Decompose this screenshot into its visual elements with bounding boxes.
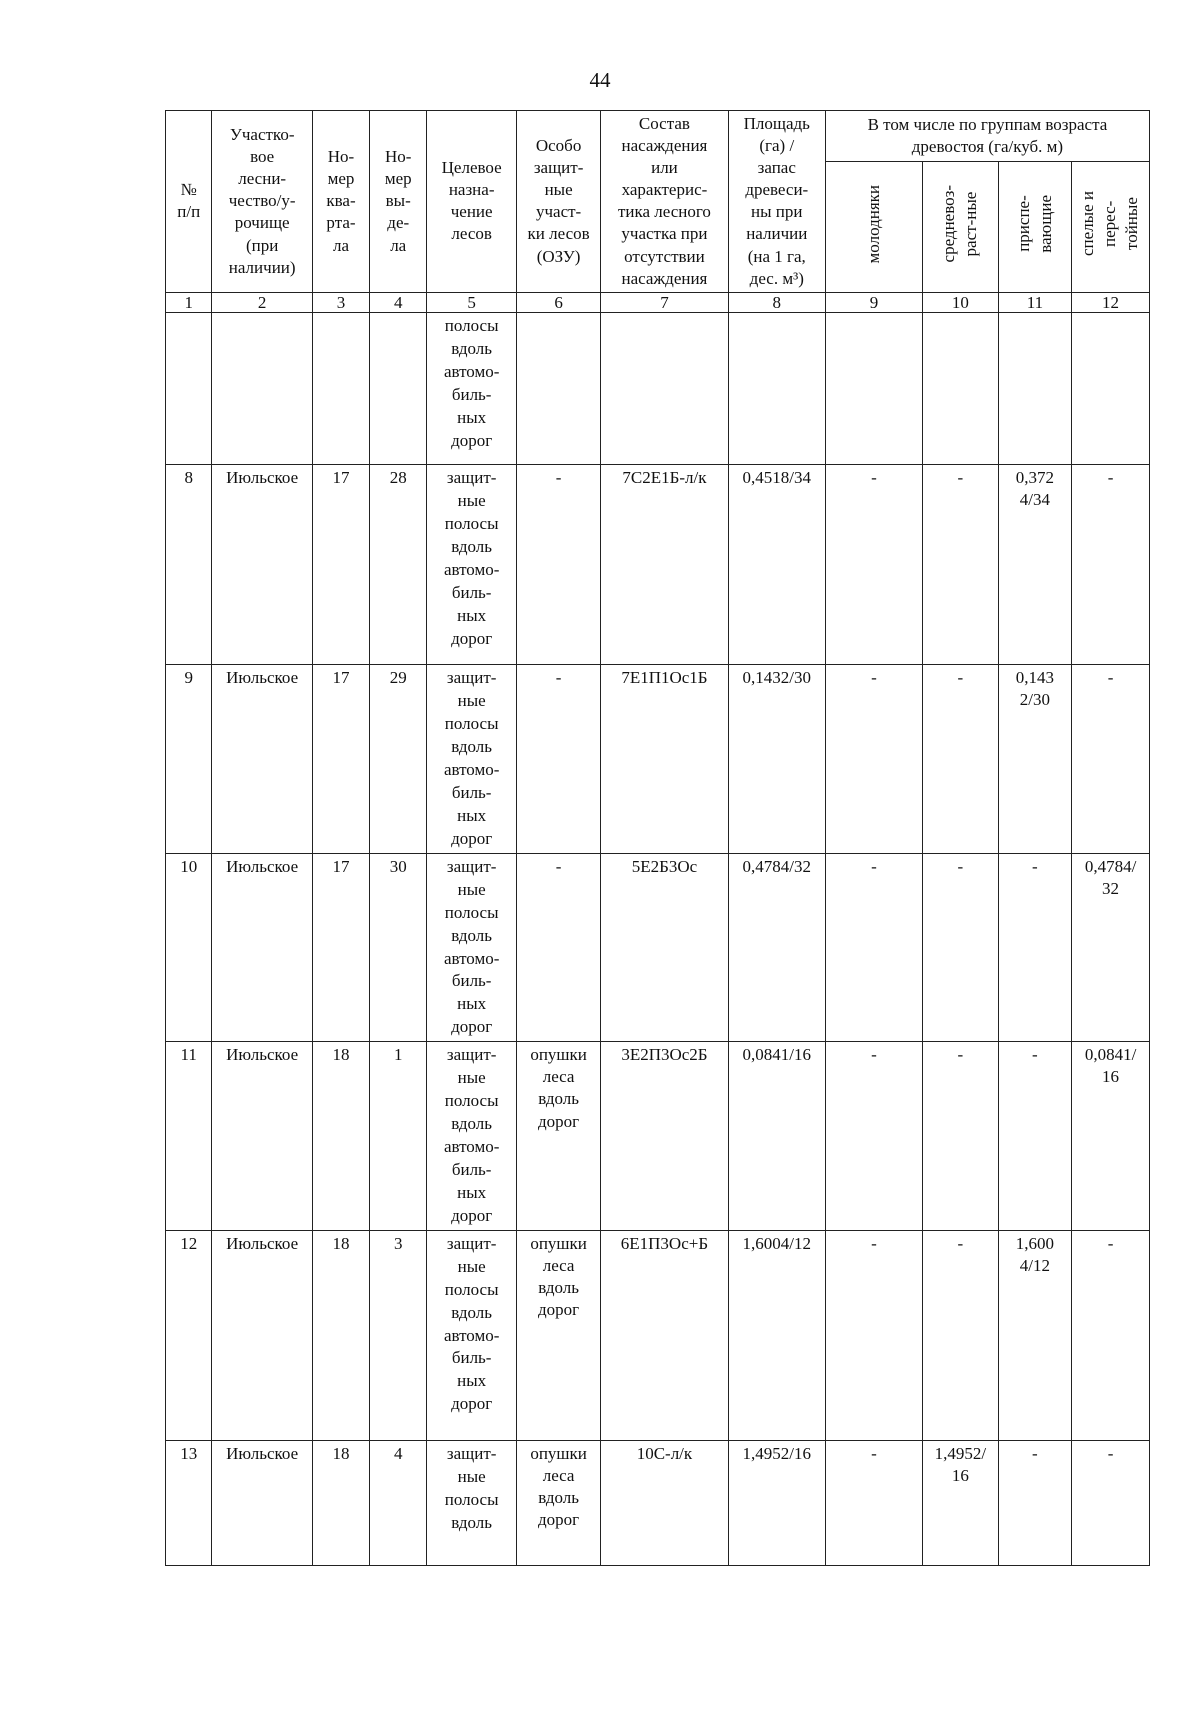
middle-aged-cell: - <box>923 665 999 854</box>
row-number: 10 <box>166 853 212 1042</box>
header-age-groups: В том числе по группам возраста древостоя (га/куб. м) <box>825 111 1149 162</box>
quarter-cell: 18 <box>312 1042 369 1231</box>
protected-area-cell: опушки леса вдоль дорог <box>516 1230 600 1440</box>
middle-aged-cell: - <box>923 853 999 1042</box>
header-area-volume: Площадь (га) / запас древеси- ны при наличии (на 1 га, дес. м³) <box>728 111 825 293</box>
header-row-number: № п/п <box>166 111 212 293</box>
purpose-cell: защит- ные полосы вдоль <box>427 1440 517 1565</box>
header-purpose: Целевое назна- чение лесов <box>427 111 517 293</box>
column-number: 12 <box>1072 292 1150 313</box>
composition-cell: 6Е1П3Ос+Б <box>601 1230 728 1440</box>
table-body <box>166 313 1150 1566</box>
section-cell: 4 <box>370 1440 427 1565</box>
composition-cell: 3Е2П3Ос2Б <box>601 1042 728 1231</box>
mature-cell: 0,4784/ 32 <box>1072 853 1150 1042</box>
column-number: 2 <box>212 292 312 313</box>
section-cell: 28 <box>370 465 427 665</box>
quarter-cell: 18 <box>312 1440 369 1565</box>
header-middle-aged: средневоз- раст-ные <box>923 162 999 293</box>
area-cell: 1,4952/16 <box>728 1440 825 1565</box>
quarter-cell: 18 <box>312 1230 369 1440</box>
young-cell: - <box>825 1230 922 1440</box>
column-number: 3 <box>312 292 369 313</box>
header-protected-areas: Особо защит- ные участ- ки лесов (ОЗУ) <box>516 111 600 293</box>
row-number: 11 <box>166 1042 212 1231</box>
ripening-cell: - <box>998 1042 1071 1231</box>
mature-cell: 0,0841/ 16 <box>1072 1042 1150 1231</box>
composition-cell: 10С-л/к <box>601 1440 728 1565</box>
forestry-cell: Июльское <box>212 1042 312 1231</box>
header-mature: спелые и перес- тойные <box>1072 162 1150 293</box>
forestry-cell: Июльское <box>212 465 312 665</box>
mature-cell: - <box>1072 665 1150 854</box>
forestry-cell: Июльское <box>212 1230 312 1440</box>
header-quarter: Но- мер ква- рта- ла <box>312 111 369 293</box>
column-number: 1 <box>166 292 212 313</box>
purpose-cell: защит- ные полосы вдоль автомо- биль- ных дорог <box>427 1042 517 1231</box>
table-row <box>166 853 1150 1042</box>
ripening-cell: - <box>998 1440 1071 1565</box>
forest-plots-table <box>165 110 1150 1566</box>
header-ripening: приспе- вающие <box>998 162 1071 293</box>
table-row <box>166 665 1150 854</box>
young-cell: - <box>825 465 922 665</box>
table-row <box>166 1230 1150 1440</box>
column-number: 7 <box>601 292 728 313</box>
composition-cell: 7С2Е1Б-л/к <box>601 465 728 665</box>
quarter-cell: 17 <box>312 853 369 1042</box>
quarter-cell: 17 <box>312 465 369 665</box>
ripening-cell: - <box>998 853 1071 1042</box>
header-forestry: Участко- вое лесни- чество/у- рочище (при наличии) <box>212 111 312 293</box>
table-row <box>166 1042 1150 1231</box>
ripening-cell: 1,600 4/12 <box>998 1230 1071 1440</box>
young-cell: - <box>825 853 922 1042</box>
protected-area-cell: опушки леса вдоль дорог <box>516 1440 600 1565</box>
mature-cell: - <box>1072 465 1150 665</box>
young-cell: - <box>825 1440 922 1565</box>
purpose-cell: защит- ные полосы вдоль автомо- биль- ных дорог <box>427 1230 517 1440</box>
table-row <box>166 1440 1150 1565</box>
protected-area-cell: опушки леса вдоль дорог <box>516 1042 600 1231</box>
young-cell: - <box>825 1042 922 1231</box>
middle-aged-cell: - <box>923 465 999 665</box>
forestry-cell: Июльское <box>212 1440 312 1565</box>
table-header <box>166 111 1150 313</box>
header-composition: Состав насаждения или характерис- тика лесного участка при отсутствии насаждения <box>601 111 728 293</box>
area-cell: 1,6004/12 <box>728 1230 825 1440</box>
table-row-continued <box>166 313 1150 465</box>
header-section: Но- мер вы- де- ла <box>370 111 427 293</box>
area-cell: 0,1432/30 <box>728 665 825 854</box>
page-number: 44 <box>589 68 611 92</box>
forestry-cell: Июльское <box>212 665 312 854</box>
row-number: 9 <box>166 665 212 854</box>
purpose-cell: защит- ные полосы вдоль автомо- биль- ных дорог <box>427 853 517 1042</box>
young-cell: - <box>825 665 922 854</box>
row-number: 8 <box>166 465 212 665</box>
purpose-cell: полосы вдоль автомо- биль- ных дорог <box>427 313 517 465</box>
middle-aged-cell: 1,4952/ 16 <box>923 1440 999 1565</box>
row-number: 13 <box>166 1440 212 1565</box>
area-cell: 0,4784/32 <box>728 853 825 1042</box>
column-number: 10 <box>923 292 999 313</box>
ripening-cell: 0,143 2/30 <box>998 665 1071 854</box>
quarter-cell: 17 <box>312 665 369 854</box>
ripening-cell: 0,372 4/34 <box>998 465 1071 665</box>
column-number: 9 <box>825 292 922 313</box>
composition-cell: 5Е2Б3Ос <box>601 853 728 1042</box>
section-cell: 3 <box>370 1230 427 1440</box>
mature-cell: - <box>1072 1440 1150 1565</box>
area-cell: 0,4518/34 <box>728 465 825 665</box>
column-number-row <box>166 292 1150 313</box>
row-number: 12 <box>166 1230 212 1440</box>
protected-area-cell: - <box>516 665 600 854</box>
section-cell: 1 <box>370 1042 427 1231</box>
protected-area-cell: - <box>516 853 600 1042</box>
purpose-cell: защит- ные полосы вдоль автомо- биль- ных дорог <box>427 465 517 665</box>
section-cell: 29 <box>370 665 427 854</box>
mature-cell: - <box>1072 1230 1150 1440</box>
column-number: 8 <box>728 292 825 313</box>
area-cell: 0,0841/16 <box>728 1042 825 1231</box>
header-young: молодняки <box>825 162 922 293</box>
composition-cell: 7Е1П1Ос1Б <box>601 665 728 854</box>
forestry-cell: Июльское <box>212 853 312 1042</box>
column-number: 5 <box>427 292 517 313</box>
table-row <box>166 465 1150 665</box>
middle-aged-cell: - <box>923 1230 999 1440</box>
protected-area-cell: - <box>516 465 600 665</box>
purpose-cell: защит- ные полосы вдоль автомо- биль- ных дорог <box>427 665 517 854</box>
column-number: 11 <box>998 292 1071 313</box>
column-number: 6 <box>516 292 600 313</box>
middle-aged-cell: - <box>923 1042 999 1231</box>
column-number: 4 <box>370 292 427 313</box>
section-cell: 30 <box>370 853 427 1042</box>
